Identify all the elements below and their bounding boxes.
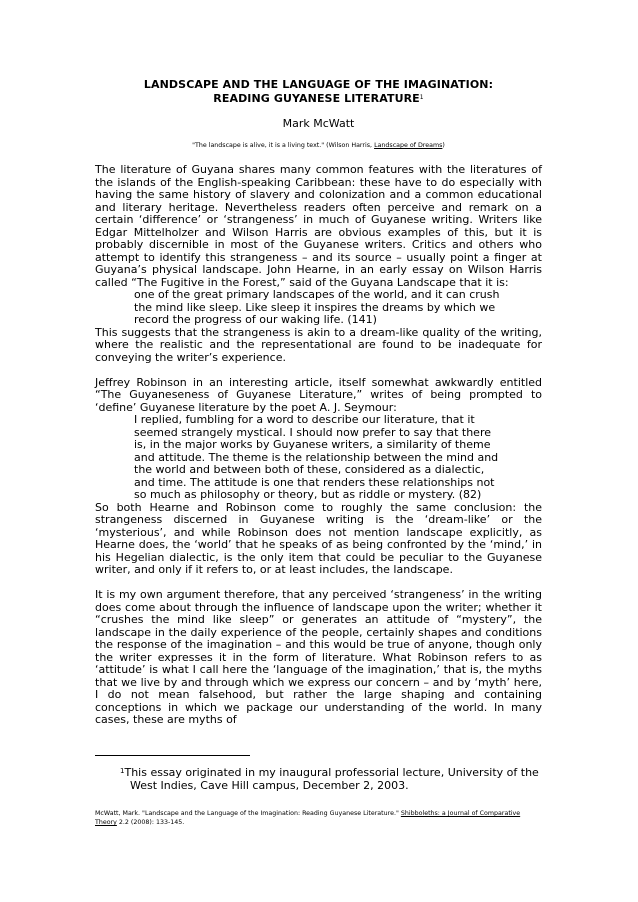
citation-tail: 2.2 (2008): 133-145.: [116, 819, 185, 826]
title-line-1: LANDSCAPE AND THE LANGUAGE OF THE IMAGINATION:: [143, 78, 494, 91]
footnote: [120, 766, 540, 792]
epigraph-source-title: Landscape of Dreams: [374, 142, 443, 149]
paragraph-4: So both Hearne and Robinson come to roughly the same conclusion: the strangeness discerned in Guyanese writing is the ‘dream-like’ or the ‘mysterious’, and while Robinson does not mention landscape explicitly, as Hearne does, the ‘world’ that he speaks of as being confronted by the ‘mind,’ in his Hegelian dialectic, is the only item that could be peculiar to the Guyanese writer, and only if it refers to, or at least includes, the landscape.: [95, 500, 542, 576]
article-body: [95, 164, 542, 727]
paragraph-2: This suggests that the strangeness is akin to a dream-like quality of the writing, where the realistic and the representational are found to be inadequate for conveying the writer’s experience.: [95, 325, 542, 364]
paragraph-1: The literature of Guyana shares many common features with the literatures of the islands of the English-speaking Caribbean: these have to do especially with having the same history of slavery and colonization and a common educational and literary heritage. Nevertheless readers often perceive and remark on a certain ‘difference’ or ‘strangeness’ in much of Guyanese writing. Writers like Edgar Mittelholzer and Wilson Harris are obvious examples of this, but it is probably discernible in most of the Guyanese writers. Critics and others who attempt to identify this strangeness – and its source – usually point a finger at Guyana’s physical landscape. John Hearne, in an early essay on Wilson Harris called “The Fugitive in the Forest,” said of the Guyana Landscape that it is:: [95, 163, 542, 289]
epigraph-text: "The landscape is alive, it is a living text." (Wilson Harris,: [192, 142, 373, 149]
epigraph-close: ): [442, 142, 445, 149]
paragraph-5: It is my own argument therefore, that any perceived ‘strangeness’ in the writing does come about through the influence of landscape upon the writer; whether it “crushes the mind like sleep” or generates an attitude of “mystery”, the landscape in the daily experience of the people, certainly shapes and conditions the response of the imagination – and this would be true of anyone, though only the writer expresses it in the form of literature. What Robinson refers to as ‘attitude’ is what I call here the ‘language of the imagination,’ that is, the myths that we live by and through which we express our concern – and by ‘myth’ here, I do not mean falsehood, but rather the large shaping and containing conceptions in which we package our understanding of the world. In many cases, these are myths of: [95, 588, 542, 726]
citation-journal: Shibboleths: a Journal of Comparative Theory: [95, 810, 521, 826]
epigraph: [95, 141, 542, 150]
page-citation: [95, 809, 542, 827]
footnote-number: 1: [120, 767, 125, 775]
block-quote-robinson: I replied, fumbling for a word to describe our literature, that it seemed strangely mystical. I should now prefer to say that there is, in the major works by Guyanese writers, a similarity of theme and attitude. The theme is the relationship between the mind and the world and between both of these, considered as a dialectic, and time. The attitude is one that renders these relationships not so much as philosophy or theory, but as riddle or mystery. (82): [134, 413, 499, 501]
paper-title: [95, 78, 542, 106]
title-line-2-text: READING GUYANESE LITERATURE: [213, 92, 420, 105]
author-name: Mark McWatt: [282, 117, 355, 130]
page-body: [95, 78, 542, 727]
footnote-divider: [95, 755, 250, 756]
footnote-line-2: West Indies, Cave Hill campus, December 2, 2003.: [130, 779, 409, 792]
footnote-line-1: This essay originated in my inaugural professorial lecture, University of the: [124, 766, 539, 779]
citation-text: McWatt, Mark. "Landscape and the Language of the Imagination: Reading Guyanese Literature.": [95, 810, 399, 817]
title-line-2: [95, 92, 542, 106]
title-footnote-marker[interactable]: 1: [419, 94, 424, 101]
block-quote-hearne: one of the great primary landscapes of the world, and it can crush the mind like sleep. Like sleep it inspires the dreams by which we record the progress of our waking life. (141): [134, 288, 500, 326]
paragraph-3: Jeffrey Robinson in an interesting article, itself somewhat awkwardly entitled “The Guyaneseness of Guyanese Literature,” writes of being prompted to ‘define’ Guyanese literature by the poet A. J. Seymour:: [95, 375, 542, 414]
